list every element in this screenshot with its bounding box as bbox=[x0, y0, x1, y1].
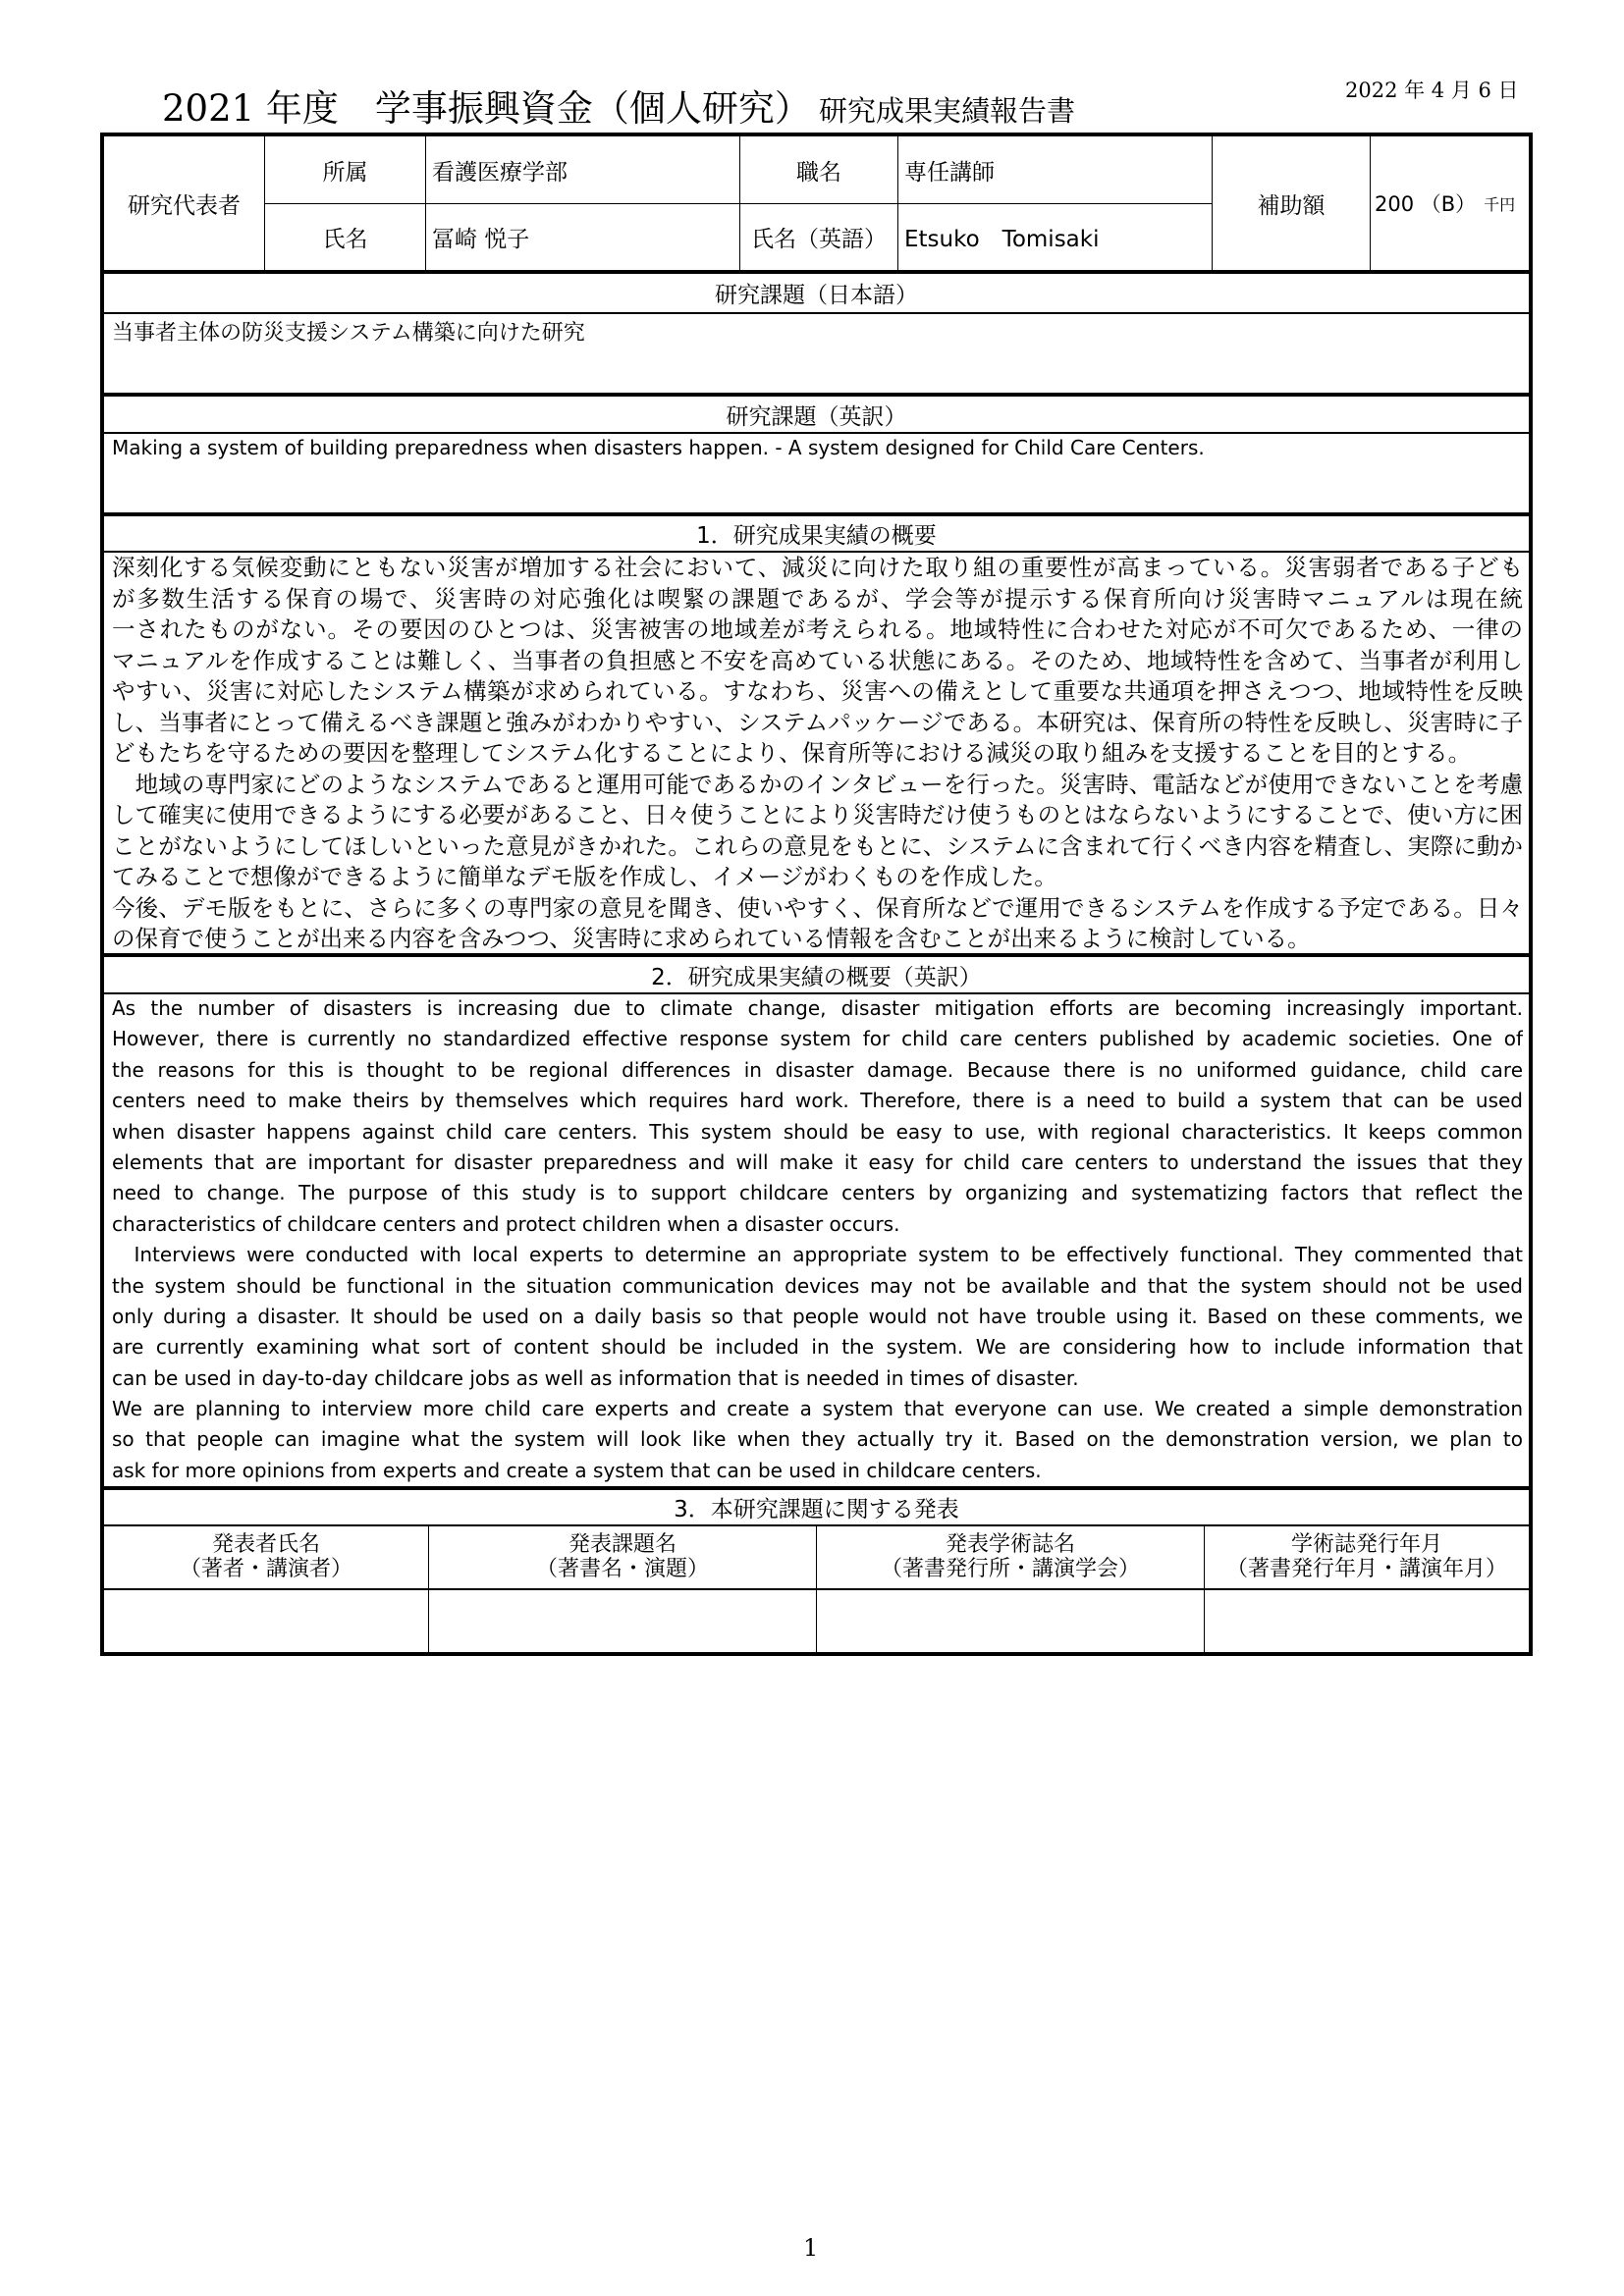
title-sub: 研究成果実績報告書 bbox=[818, 94, 1075, 128]
text-line: the system should be functional in the situation communication devices may not be available and that the system should not be used bbox=[112, 1273, 1523, 1298]
text-line: てみることで想像ができるように簡単なデモ版を作成し、イメージがわくものを作成した。 bbox=[112, 863, 1057, 890]
text-line: 地域の専門家にどのようなシステムであると運用可能であるかのインタビューを行った。災害時、電話などが使用できないことを考慮 bbox=[112, 770, 1523, 798]
divider bbox=[104, 432, 1529, 434]
name-en-value: Etsuko Tomisaki bbox=[898, 204, 1213, 270]
position-value: 専任講師 bbox=[898, 136, 1213, 204]
affiliation-value: 看護医療学部 bbox=[426, 136, 740, 204]
text-line: し、当事者にとって備えるべき課題と強みがわかりやすい、システムパッケージである。本研究は、保育所の特性を反映し、災害時に子 bbox=[112, 708, 1523, 736]
col-title: 発表課題名 （著書名・演題） bbox=[429, 1525, 817, 1588]
text-line: However, there is currently no standardized effective response system for child care centers published by academic societies. One of bbox=[112, 1027, 1523, 1051]
text-line: ことがないようにしてほしいといった意見がきかれた。これらの意見をもとに、システムに含まれて行くべき内容を精査し、実際に動か bbox=[112, 831, 1523, 860]
divider bbox=[104, 312, 1529, 314]
text-line: the reasons for this is thought to be regional differences in disaster damage. Because there is no uniformed guidance, child care bbox=[112, 1057, 1523, 1082]
text-line: やすい、災害に対応したシステム構築が求められている。すなわち、災害への備えとして重要な共通項を押さえつつ、地域特性を反映 bbox=[112, 677, 1523, 705]
text-line: As the number of disasters is increasing due to climate change, disaster mitigation efforts are becoming increasingly important. bbox=[112, 996, 1523, 1020]
text-line: が多数生活する保育の場で、災害時の対応強化は喫緊の課題であるが、学会等が提示する保育所向け災害時マニュアルは現在統 bbox=[112, 584, 1523, 613]
report-form bbox=[100, 133, 1533, 1656]
col-presenter: 発表者氏名 （著者・講演者） bbox=[104, 1525, 429, 1588]
publications-column-headers bbox=[104, 1525, 1529, 1588]
representative-info-table bbox=[104, 136, 1529, 270]
affiliation-label: 所属 bbox=[265, 136, 426, 204]
summary-en-header: 2．研究成果実績の概要（英訳） bbox=[651, 964, 982, 990]
name-label: 氏名 bbox=[265, 204, 426, 270]
page-number: 1 bbox=[803, 2234, 819, 2262]
grant-value bbox=[1371, 136, 1529, 270]
text-line: の保育で使うことが出来る内容を含みつつ、災害時に求められている情報を含むことが出来るように検討している。 bbox=[112, 925, 1311, 952]
grant-label: 補助額 bbox=[1213, 136, 1371, 270]
title-en-header: 研究課題（英訳） bbox=[726, 403, 907, 430]
text-line: so that people can imagine what the system will look like when they actually try it. Based on the demonstration version, we plan to bbox=[112, 1427, 1523, 1452]
text-line: elements that are important for disaster preparedness and will make it easy for child care centers to understand the issues that they bbox=[112, 1149, 1523, 1174]
title-en-value: Making a system of building preparedness when disasters happen. - A system designed for Child Care Centers. bbox=[112, 436, 1205, 459]
text-line: 一されたものがない。その要因のひとつは、災害被害の地域差が考えられる。地域特性に合わせた対応が不可欠であるため、一律の bbox=[112, 615, 1523, 643]
text-line: Interviews were conducted with local experts to determine an appropriate system to be effectively functional. They commented that bbox=[112, 1243, 1523, 1267]
cell-empty bbox=[817, 1589, 1205, 1652]
col-journal: 発表学術誌名 （著書発行所・講演学会） bbox=[817, 1525, 1205, 1588]
text-line: どもたちを守るための要因を整理してシステム化することにより、保育所等における減災の取り組みを支援することを目的とする。 bbox=[112, 739, 1472, 767]
cell-empty bbox=[429, 1589, 817, 1652]
grant-amount: 200 （B） bbox=[1375, 192, 1477, 216]
text-line: して確実に使用できるようにする必要があること、日々使うことにより災害時だけ使うものとはならないようにすることで、使い方に困 bbox=[112, 801, 1523, 828]
grant-unit: 千円 bbox=[1484, 194, 1516, 214]
text-line: ask for more opinions from experts and create a system that can be used in childcare centers. bbox=[112, 1458, 1042, 1482]
col-date: 学術誌発行年月 （著書発行年月・講演年月） bbox=[1225, 1532, 1507, 1581]
text-line: 深刻化する気候変動にともない災害が増加する社会において、減災に向けた取り組の重要性が高まっている。災害弱者である子ども bbox=[112, 554, 1523, 581]
text-line: when disaster happens against child care centers. This system should be easy to use, with regional characteristics. It keeps common bbox=[112, 1119, 1523, 1144]
publications-row-empty bbox=[104, 1589, 1529, 1652]
text-line: only during a disaster. It should be used on a daily basis so that people would not have trouble using it. Based on these comments, we bbox=[112, 1304, 1523, 1328]
text-line: need to change. The purpose of this study is to support childcare centers by organizing and systematizing factors that reflect the bbox=[112, 1181, 1523, 1205]
document-title bbox=[162, 79, 1075, 132]
text-line: マニュアルを作成することは難しく、当事者の負担感と不安を高めている状態にある。そのため、地域特性を含めて、当事者が利用し bbox=[112, 646, 1523, 674]
report-date: 2022 年 4 月 6 日 bbox=[1345, 79, 1519, 102]
publications-header: 3．本研究課題に関する発表 bbox=[674, 1497, 959, 1522]
name-value: 冨崎 悦子 bbox=[426, 204, 740, 270]
title-jp-header: 研究課題（日本語） bbox=[715, 283, 918, 308]
text-line: are currently examining what sort of content should be included in the system. We are considering how to include information that bbox=[112, 1335, 1523, 1360]
summary-jp-header: 1．研究成果実績の概要 bbox=[696, 523, 937, 549]
name-en-label: 氏名（英語） bbox=[740, 204, 898, 270]
text-line: 今後、デモ版をもとに、さらに多くの専門家の意見を聞き、使いやすく、保育所などで運用できるシステムを作成する予定である。日々 bbox=[112, 893, 1523, 922]
text-line: We are planning to interview more child care experts and create a system that everyone can use. We created a simple demonstration bbox=[112, 1397, 1523, 1421]
representative-label: 研究代表者 bbox=[104, 136, 265, 270]
text-line: centers need to make theirs by themselves which requires hard work. Therefore, there is a need to build a system that can be used bbox=[112, 1089, 1523, 1113]
summary-en-text bbox=[112, 993, 1523, 1486]
title-jp-value: 当事者主体の防災支援システム構築に向けた研究 bbox=[112, 321, 585, 346]
text-line: can be used in day-to-day childcare jobs as well as information that is needed in times of disaster. bbox=[112, 1365, 1079, 1390]
cell-empty bbox=[104, 1589, 429, 1652]
text-line: characteristics of childcare centers and protect children when a disaster occurs. bbox=[112, 1211, 900, 1236]
cell-empty bbox=[1205, 1589, 1529, 1652]
position-label: 職名 bbox=[740, 136, 898, 204]
summary-jp-text bbox=[112, 553, 1523, 955]
title-main: 2021 年度 学事振興資金（個人研究） bbox=[162, 87, 811, 130]
